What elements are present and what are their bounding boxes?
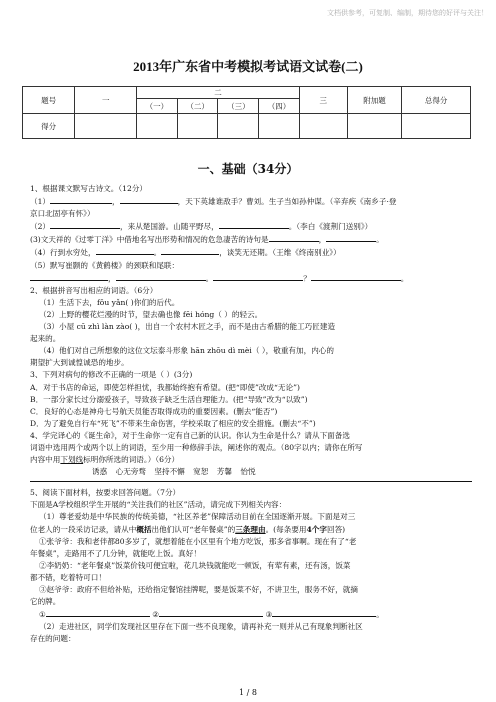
answer-blank[interactable] [116, 272, 206, 281]
q2-heading: 2、根据拼音写出相应的词语。（6分） [30, 285, 158, 295]
q4-word-list: 诱惑 心无旁骛 坚持不懈 宽恕 芳馨 怡悦 [92, 467, 256, 477]
cell-sub-2: （二） [177, 99, 218, 114]
score-cell[interactable] [177, 114, 218, 139]
q4-line: 内容中用下划线标明你所选的词语。）（6分） [30, 455, 180, 465]
cell-fujia: 附加题 [347, 87, 402, 114]
q1-line: 京口北固亭有怀》） [30, 209, 95, 219]
answer-blank[interactable] [120, 195, 178, 204]
q2-line: 期望扩大到诚惶诚恐的地步。 [30, 358, 129, 368]
score-cell[interactable] [218, 114, 259, 139]
answer-blank[interactable] [159, 608, 263, 617]
q5-line: （2）走进社区，同学们发现社区里存在下面一些不良现象，请再补充一则并从己有现象判断社区 [39, 622, 363, 632]
answer-blank[interactable] [311, 272, 401, 281]
q4-line: 4、学完译心的《诞生命》，对于生命你一定有自己新的认识。你认为生命是什么？请从下面备选 [30, 430, 350, 440]
q1-line: ， 。 ？ 。 [30, 272, 472, 285]
q1-line: （2） ，来从楚国游。山随平野尽， 。（李白《渡荆门送别》） [30, 222, 373, 232]
cell-sub-1: （一） [137, 99, 178, 114]
score-cell[interactable] [75, 114, 137, 139]
q5-line: ②李奶奶：“老年餐桌”饭菜价钱可便宜啦，花几块钱就能吃一顿饭，有荤有素，还有汤，饭菜 [39, 560, 351, 570]
cell-san: 三 [299, 87, 347, 114]
answer-blank[interactable] [213, 272, 303, 281]
q4-line: 词语中选用两个或两个以上的词语，至少用一种修辞手法，阐述你的观点。（80字以内；请你在所写 [30, 442, 363, 452]
q5-line: 都不错，吃着特可口！ [30, 572, 106, 582]
q5-line: （1）尊老爱幼是中华民族的传统美德，“社区养老”保障活动目前在全国逐渐开展。下面是对三 [39, 512, 356, 522]
answer-blank[interactable] [96, 246, 154, 255]
score-table [22, 86, 471, 139]
q1-line: (3)文天祥的《过零丁洋》中借地名写出形势和情况的危急凄苦的诗句是 ， 。 [30, 235, 384, 245]
score-cell[interactable] [259, 114, 300, 139]
q3-option-d: D．为了避免自行车“死飞”不带来生命伤害，学校采取了相应的安全措施。(删去“不”) [30, 418, 316, 428]
q1-line: （4）行到水穷处， 。 ，谈笑无还期。（王维《终南别业》） [30, 248, 341, 258]
score-cell[interactable] [137, 114, 178, 139]
cell-defen: 得分 [23, 114, 75, 139]
score-cell[interactable] [402, 114, 471, 139]
cell-yi: 一 [75, 87, 137, 114]
q5-line: ③赵爷爷：政府不但给补贴，还给指定餐馆挂牌呢，要是饭菜不好，不讲卫生，服务不好，就摘 [39, 585, 358, 594]
answer-blank[interactable] [219, 220, 289, 229]
answer-blank[interactable] [326, 233, 376, 242]
q5-line: ①张爷爷：我和老伴都80多岁了，就想着能在小区里有个地方吃饭，那多省事啊。现在有了“老 [39, 536, 357, 546]
q2-line: （2）上野的樱花烂漫的时节，望去确也像 fēi hóng（ ）的轻云。 [39, 309, 263, 319]
answer-blank[interactable] [272, 608, 376, 617]
q1-heading: 1、根据课文默写古诗文。（12分） [30, 184, 148, 193]
table-row [23, 87, 471, 99]
cell-tihao: 题号 [23, 87, 75, 114]
q3-option-a: A．对于书店的命运，即使怎样担忧，我都始终抱有希望。(把“即使”改成“无论”) [30, 382, 300, 392]
q2-line: （4）他们对自己所想象的这位文坛泰斗形象 hān zhōu dì mèi（ ），敬重有加，内心的 [39, 346, 334, 356]
q5-line: 存在的问题： [30, 634, 76, 644]
question-body [30, 183, 472, 645]
q1-line: （1） ， ，天下英雄谁敌手？曹刘。生子当如孙仲谋。（辛弃疾《南乡子·登 [30, 197, 397, 207]
cell-sub-3: （三） [218, 99, 259, 114]
q5-line: 下面是A学校组织学生开展的“关注我们的社区”活动，请完成下列相关内容： [30, 500, 287, 510]
q2-line: 起来的。 [30, 334, 61, 344]
score-cell[interactable] [299, 114, 347, 139]
answer-blank[interactable] [30, 272, 108, 281]
answer-line[interactable] [30, 481, 472, 482]
watermark: 文档供参考，可复制、编制，期待您的好评与关注！ [327, 9, 488, 17]
q5-heading: 5、阅读下面材料，按要求回答问题。（7分） [30, 488, 181, 498]
answer-blank[interactable] [50, 220, 120, 229]
q3-option-b: B．一部分家长过分溺爱孩子，导致孩子缺乏生活自理能力。(把“导致”改为“以致”) [30, 394, 308, 404]
answer-blank[interactable] [46, 608, 150, 617]
answer-blank[interactable] [161, 246, 219, 255]
q1-line: （5）默写崔颢的《黄鹤楼》的颈联和尾联： [30, 260, 180, 270]
answer-blank[interactable] [269, 233, 319, 242]
q3-option-c: C．良好的心态是神舟七号航天员能否取得成功的重要因素。(删去“能否”) [30, 406, 278, 416]
q3-heading: 3、下列对病句的修改不正确的一项是（ ）(3分) [30, 370, 193, 380]
q2-line: （3）小屋 cū zhì làn zào( )，出自一个农村木匠之手，而不是由古希腊的能工巧匠建造 [39, 322, 336, 332]
cell-zong: 总得分 [402, 87, 471, 114]
q5-line: 它的牌。 [30, 597, 61, 607]
q2-line: （1）生活下去，fǒu yǎn( )你们的后代。 [39, 297, 180, 307]
page-title: 2013年广东省中考模拟考试语文试卷(二) [133, 59, 363, 74]
page-number: 1 / 8 [239, 688, 257, 697]
q5-answer-line: ① ② ③ 。 [39, 610, 384, 620]
table-row [23, 114, 471, 139]
section-title: 一、基础（34分） [197, 162, 299, 176]
cell-er: 二 [137, 87, 300, 99]
q5-line: 年餐桌”，走路用不了几分钟，就能吃上饭。真好！ [30, 548, 201, 558]
q5-line: 位老人的一段采访记录，请从中概括出他们认可“老年餐桌”的三条理由。(每条要用4个字回答) [30, 524, 346, 534]
score-cell[interactable] [347, 114, 402, 139]
cell-sub-4: （四） [259, 99, 300, 114]
answer-blank[interactable] [50, 195, 112, 204]
